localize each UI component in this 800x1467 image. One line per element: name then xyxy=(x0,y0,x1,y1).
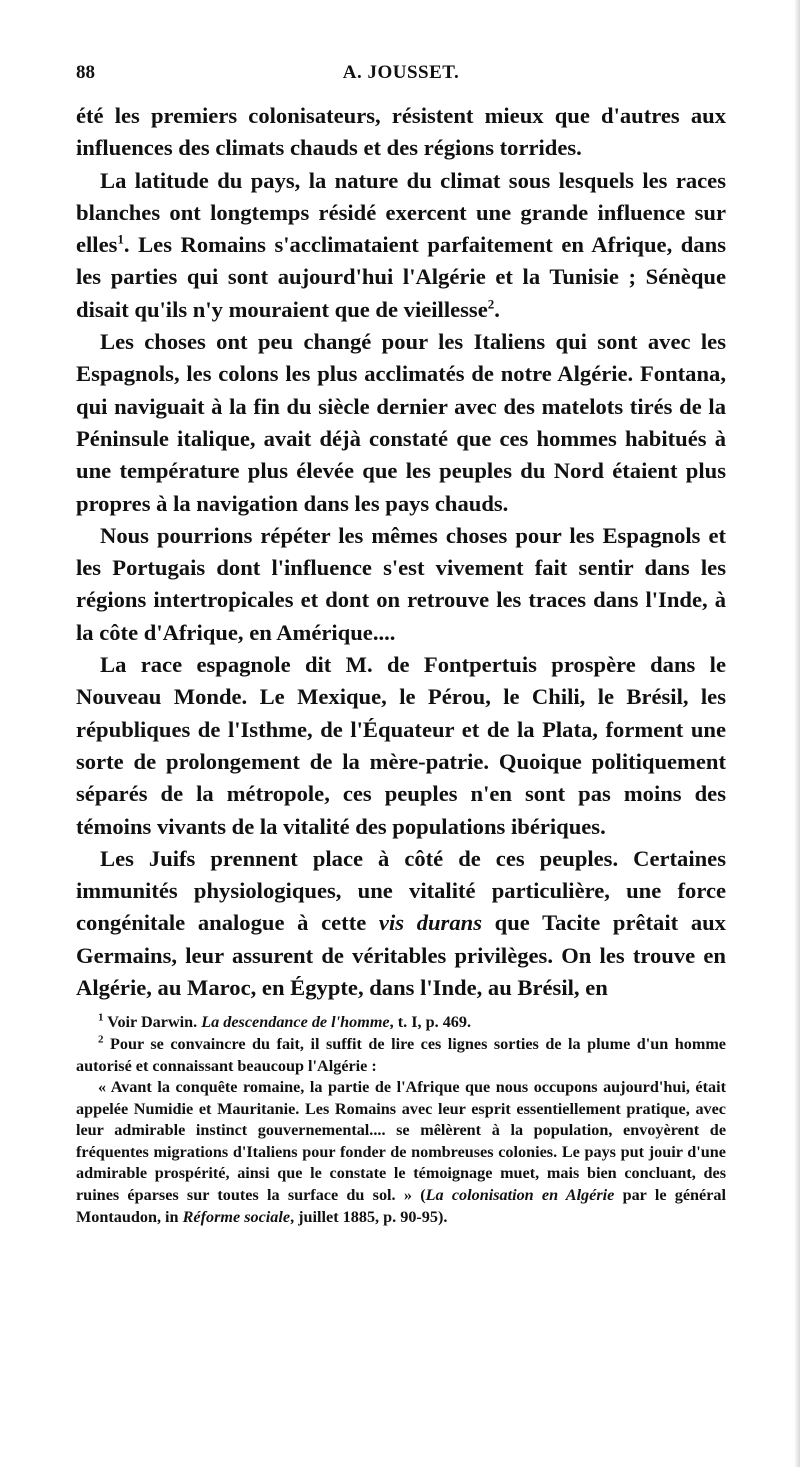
paragraph xyxy=(76,326,726,520)
paragraph xyxy=(76,649,726,843)
page-number: 88 xyxy=(76,62,95,83)
footnote-ref[interactable]: 1 xyxy=(117,231,124,247)
footnote-2 xyxy=(76,1034,726,1077)
paragraph-text: La latitude du pays, la nature du climat sous lesquels les races blanches ont longtemps résidé exercent une grande influence sur elles xyxy=(76,167,726,258)
paragraph-text: que Tacite prêtait aux Germains, leur assurent de véritables privilèges. On les trouve en Algérie, au Maroc, en Égypte, dans l'Inde, au Brésil, en xyxy=(76,910,726,1001)
footnotes xyxy=(76,1012,726,1228)
paragraph xyxy=(76,165,726,326)
footnote-text: « Avant la conquête romaine, la partie de l'Afrique que nous occupons aujourd'hui, était appelée Numidie et Mauritanie. Les Romains avec leur esprit essentiellement pratique, avec leur admirable instinct gouvernemental.... se mêlèrent à la population, envoyèrent de fréquentes migrations d'Italiens pour fonder de nombreuses colonies. Le pays put jouir d'une admirable prospérité, ainsi que le constate le témoignage muet, mais bien concluant, des ruines éparses sur toutes la surface du sol. » ( xyxy=(76,1078,726,1205)
footnote-mark: 2 xyxy=(98,1033,104,1046)
footnote-title: La colonisation en Algérie xyxy=(425,1186,615,1205)
footnote-text: , t. I, p. 469. xyxy=(389,1013,472,1032)
footnote-text: Pour se convaincre du fait, il suffit de lire ces lignes sorties de la plume d'un homme autorisé et connaissant beaucoup l'Algérie : xyxy=(76,1034,726,1075)
paragraph xyxy=(76,100,726,165)
paragraph-text: . Les Romains s'acclimataient parfaitement en Afrique, dans les parties qui sont aujourd'hui l'Algérie et la Tunisie ; Sénèque disait qu'ils n'y mouraient que de vieillesse xyxy=(76,232,726,322)
paragraph-text: été les premiers colonisateurs, résistent mieux que d'autres aux influences des climats chauds et des régions torrides. xyxy=(76,103,726,161)
footnote-text: par le général Montaudon, in xyxy=(76,1186,726,1226)
footnote-text: , juillet 1885, p. 90-95). xyxy=(290,1207,448,1226)
footnote-title: La descendance de l'homme xyxy=(201,1013,390,1032)
paragraph-text: Les choses ont peu changé pour les Italiens qui sont avec les Espagnols, les colons les plus acclimatés de notre Algérie. Fontana, qui naviguait à la fin du siècle dernier avec des matelots tirés de la Péninsule italique, avait déjà constaté que ces hommes habitués à une température plus élevée que les peuples du Nord étaient plus propres à la navigation dans les pays chauds. xyxy=(76,329,726,516)
paragraph-text: . xyxy=(494,296,500,322)
emphasis-text: vis durans xyxy=(378,910,482,936)
paragraph-text: Nous pourrions répéter les mêmes choses pour les Espagnols et les Portugais dont l'influence s'est vivement fait sentir dans les régions intertropicales et dont on retrouve les traces dans l'Inde, à la côte d'Afrique, en Amérique.... xyxy=(76,522,726,645)
footnote-ref[interactable]: 2 xyxy=(487,296,495,312)
footnote-title: Réforme sociale xyxy=(182,1207,291,1226)
footnote-2-quote xyxy=(76,1077,726,1228)
footnote-1 xyxy=(76,1012,726,1034)
paragraph-text: La race espagnole dit M. de Fontpertuis prospère dans le Nouveau Monde. Le Mexique, le Pérou, le Chili, le Brésil, les républiques de l'Isthme, de l'Équateur et de la Plata, forment une sorte de prolongement de la mère-patrie. Quoique politiquement séparés de la métropole, ces peuples n'en sont pas moins des témoins vivants de la vitalité des populations ibériques. xyxy=(76,652,726,839)
running-title: A. JOUSSET. xyxy=(342,62,460,83)
page-edge-shadow xyxy=(794,0,800,1467)
main-text xyxy=(76,100,726,1004)
book-page xyxy=(76,58,726,1228)
paragraph xyxy=(76,520,726,649)
page-header xyxy=(76,58,726,88)
paragraph xyxy=(76,843,726,1004)
footnote-mark: 1 xyxy=(98,1011,104,1024)
paragraph-text: Les Juifs prennent place à côté de ces peuples. Certaines immunités physiologiques, une vitalité particulière, une force congénitale analogue à cette xyxy=(76,845,726,936)
footnote-text: Voir Darwin. xyxy=(103,1013,202,1032)
